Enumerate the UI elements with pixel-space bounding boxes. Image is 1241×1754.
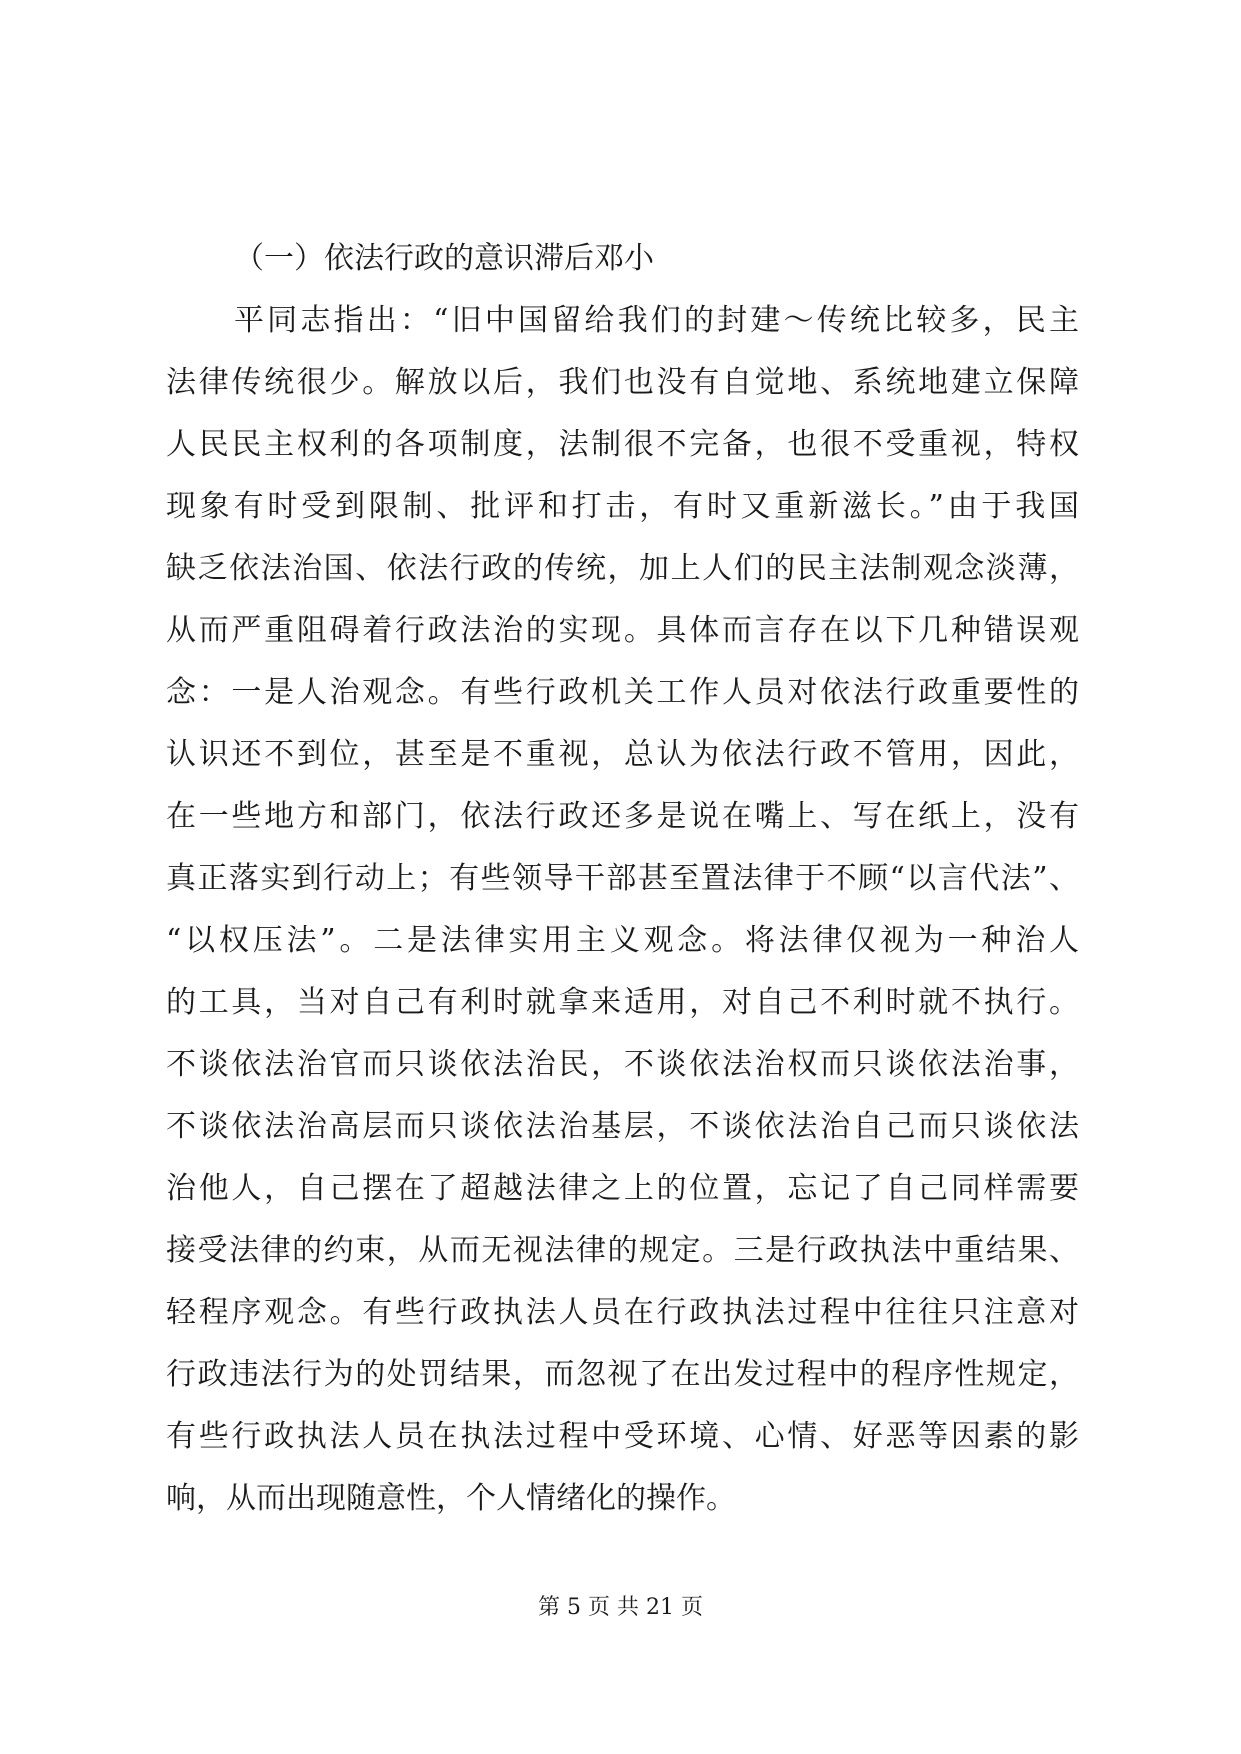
paragraph-line: 从而严重阻碍着行政法治的实现。具体而言存在以下几种错误观 (166, 613, 1079, 648)
section-heading-line: （一）依法行政的意识滞后邓小 (234, 241, 654, 276)
paragraph-line: 人民民主权利的各项制度，法制很不完备，也很不受重视，特权 (166, 427, 1079, 462)
paragraph-line: 不谈依法治官而只谈依法治民，不谈依法治权而只谈依法治事， (166, 1047, 1079, 1082)
paragraph-line: 念：一是人治观念。有些行政机关工作人员对依法行政重要性的 (166, 675, 1079, 710)
paragraph-line: 接受法律的约束，从而无视法律的规定。三是行政执法中重结果、 (166, 1233, 1079, 1268)
page-number-footer: 第 5 页 共 21 页 (538, 1595, 703, 1620)
paragraph-line: 轻程序观念。有些行政执法人员在行政执法过程中往往只注意对 (166, 1295, 1079, 1330)
paragraph-line: 平同志指出：“旧中国留给我们的封建～传统比较多，民主 (234, 303, 1079, 338)
paragraph-line: 治他人，自己摆在了超越法律之上的位置，忘记了自己同样需要 (166, 1171, 1079, 1206)
paragraph-line: 在一些地方和部门，依法行政还多是说在嘴上、写在纸上，没有 (166, 799, 1079, 834)
paragraph-line: “以权压法”。二是法律实用主义观念。将法律仅视为一种治人 (166, 923, 1079, 958)
paragraph-line: 真正落实到行动上；有些领导干部甚至置法律于不顾“以言代法”、 (166, 861, 1079, 896)
paragraph-line: 缺乏依法治国、依法行政的传统，加上人们的民主法制观念淡薄， (166, 551, 1079, 586)
paragraph-line: 不谈依法治高层而只谈依法治基层，不谈依法治自己而只谈依法 (166, 1109, 1079, 1144)
paragraph-line: 有些行政执法人员在执法过程中受环境、心情、好恶等因素的影 (166, 1419, 1079, 1454)
paragraph-line: 行政违法行为的处罚结果，而忽视了在出发过程中的程序性规定， (166, 1357, 1079, 1392)
paragraph-line: 法律传统很少。解放以后，我们也没有自觉地、系统地建立保障 (166, 365, 1079, 400)
body-text (166, 228, 1079, 1530)
paragraph-line: 现象有时受到限制、批评和打击，有时又重新滋长。”由于我国 (166, 489, 1079, 524)
paragraph-line: 认识还不到位，甚至是不重视，总认为依法行政不管用，因此， (166, 737, 1079, 772)
paragraph-line: 的工具，当对自己有利时就拿来适用，对自己不利时就不执行。 (166, 985, 1079, 1020)
paragraph-last-line: 响，从而出现随意性，个人情绪化的操作。 (166, 1481, 736, 1516)
